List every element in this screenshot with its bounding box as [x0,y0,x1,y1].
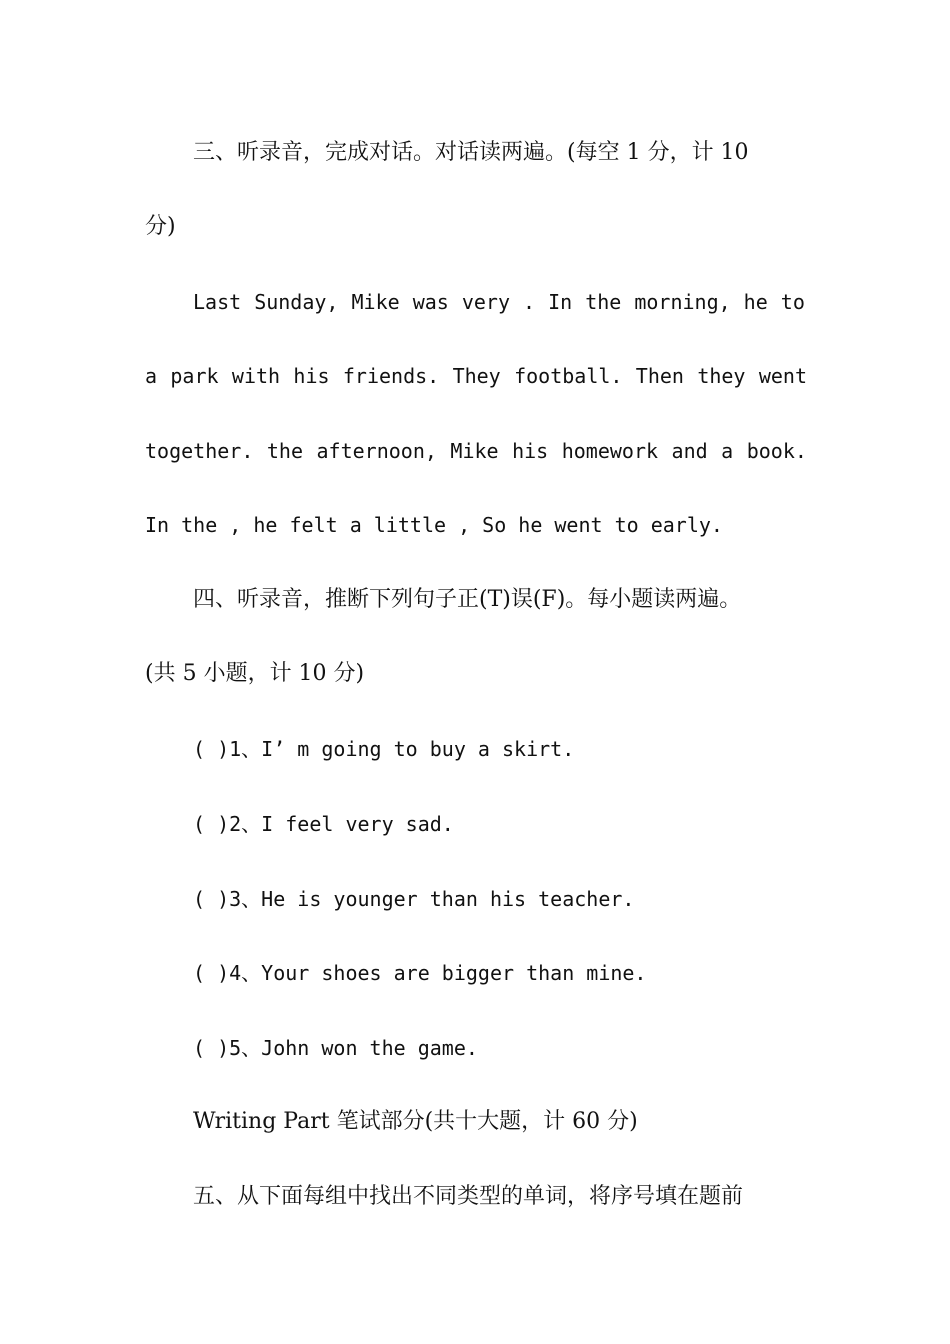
passage-line-1 [193,287,805,317]
word: the [585,290,622,314]
word: park [170,364,219,388]
word: his [512,439,549,463]
word: football. [514,364,623,388]
word: Mike [351,290,400,314]
word: friends. [342,364,440,388]
word: Sunday, [254,290,339,314]
word: together. [145,439,254,463]
word: They [452,364,501,388]
word: his [293,364,330,388]
section3-heading-cont: 分) [145,214,176,239]
word: very [461,290,510,314]
word: to [780,290,805,314]
word: with [231,364,281,388]
word: he [743,290,768,314]
section4-heading: 四、听录音，推断下列句子正(T)误(F)。每小题读两遍。 [193,587,742,612]
word: they [697,364,746,388]
question-item-4: ( )4、Your shoes are bigger than mine. [193,961,647,985]
word: Then [635,364,684,388]
word: Last [193,290,242,314]
word: afternoon, [316,439,437,463]
word: . [523,290,536,314]
question-item-3: ( )3、He is younger than his teacher. [193,887,635,911]
word: the [266,439,303,463]
question-item-2: ( )2、I feel very sad. [193,812,454,836]
section3-heading: 三、听录音，完成对话。对话读两遍。(每空 1 分，计 10 [193,140,749,165]
passage-line-3 [145,436,807,466]
word: In [548,290,573,314]
word: homework [561,439,659,463]
writing-part-heading: Writing Part 笔试部分(共十大题，计 60 分) [193,1109,638,1134]
section4-heading-cont: (共 5 小题，计 10 分) [145,661,365,686]
word: Mike [450,439,499,463]
question-item-1: ( )1、I’ m going to buy a skirt. [193,737,575,761]
word: morning, [634,290,731,314]
word: a [145,364,158,388]
word: book. [746,439,807,463]
word: a [721,439,734,463]
section5-heading: 五、从下面每组中找出不同类型的单词，将序号填在题前 [193,1184,744,1209]
word: and [671,439,708,463]
passage-line-2 [145,361,807,391]
word: went [758,364,807,388]
word: was [412,290,449,314]
passage-line-4: In the , he felt a little , So he went to early. [145,513,723,537]
question-item-5: ( )5、John won the game. [193,1036,478,1060]
